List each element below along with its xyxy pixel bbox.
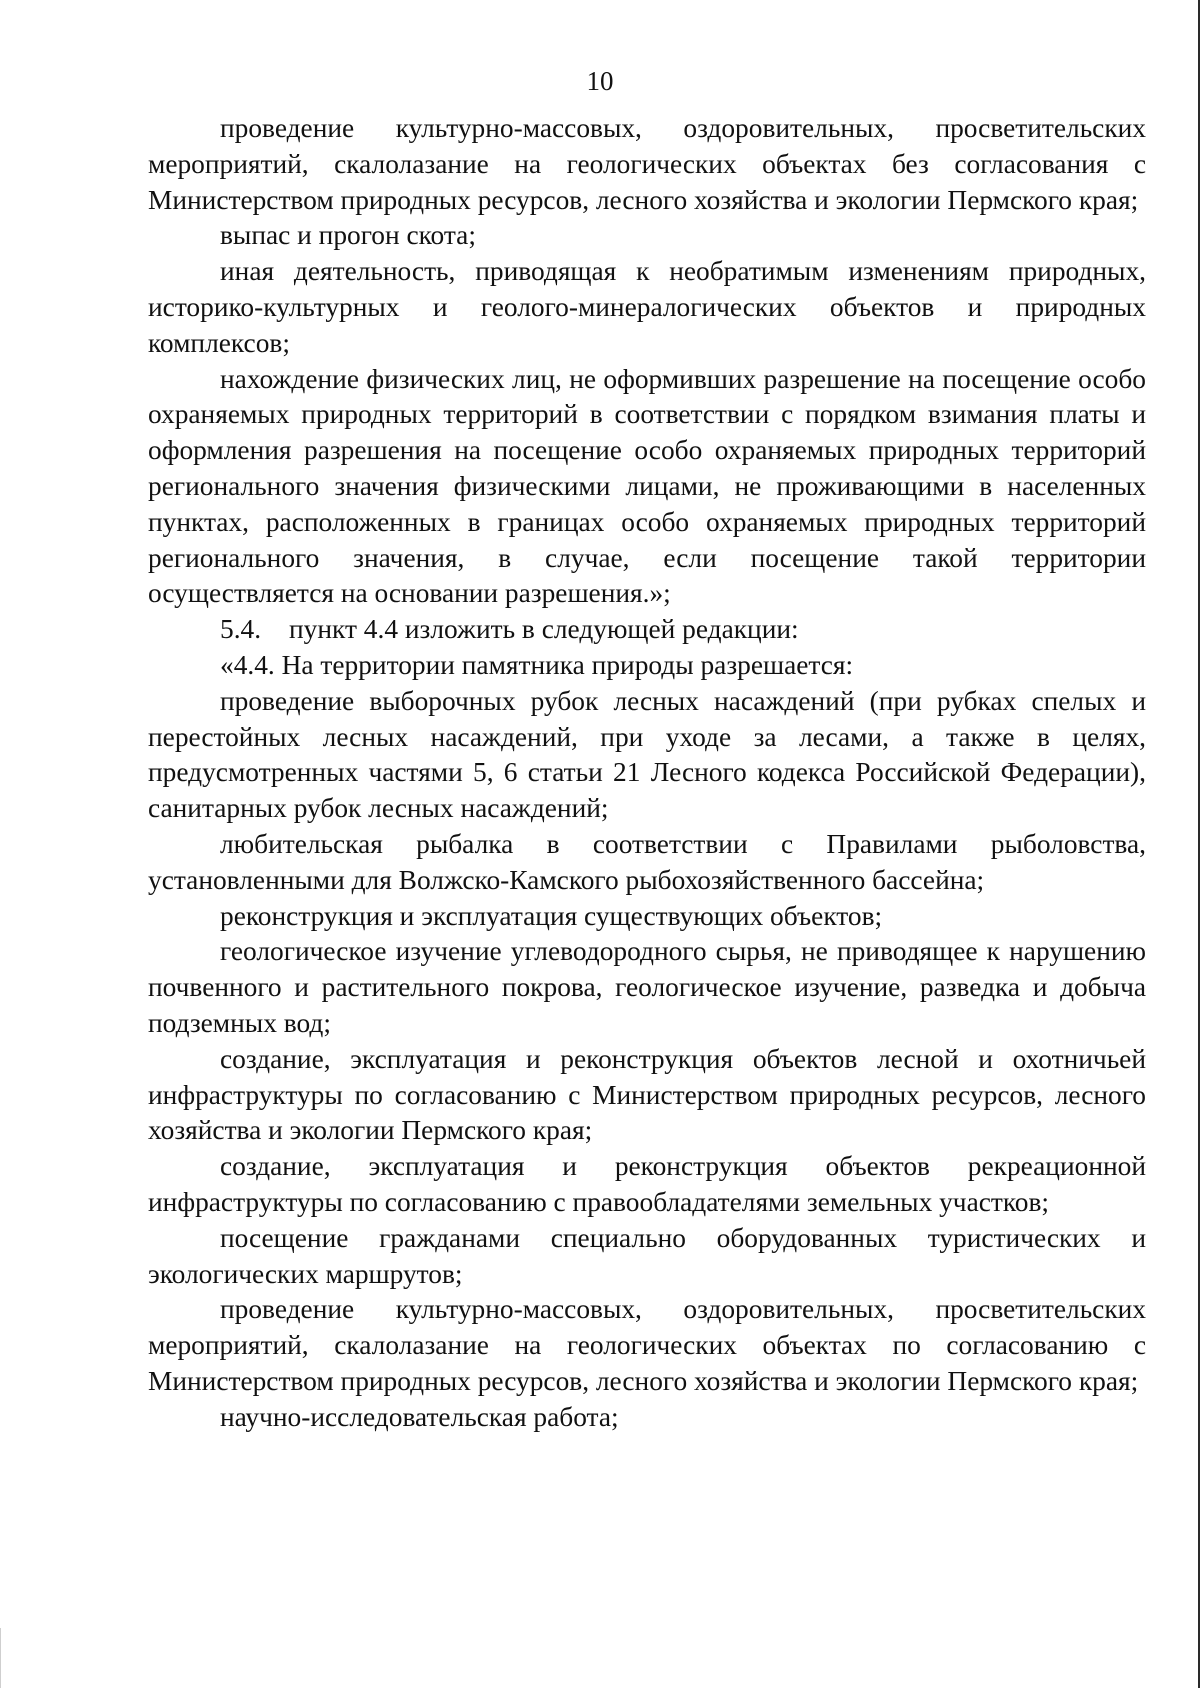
paragraph-research-work: научно-исследовательская работа; [220,1401,619,1432]
paragraph-cultural-events-with-approval: проведение культурно-массовых, оздоровительных, просветительских мероприятий, скалолазание на геологических объектах по согласованию с Министерством природных ресурсов, лесного хозяйства и экологии Пермского края; [148,1294,1146,1396]
paragraph-forest-hunting-infrastructure: создание, эксплуатация и реконструкция объектов лесной и охотничьей инфраструктуры по согласованию с Министерством природных ресурсов, лесного хозяйства и экологии Пермского края; [148,1043,1146,1146]
paragraph-amateur-fishing: любительская рыбалка в соответствии с Правилами рыболовства, установленными для Волжско-Камского рыбохозяйственного бассейна; [148,828,1146,895]
paragraph-cultural-events-without-approval: проведение культурно-массовых, оздоровительных, просветительских мероприятий, скалолазание на геологических объектах без согласования с Министерством природных ресурсов, лесного хозяйства и экологии Пермского края; [148,113,1146,215]
paragraph-4-4-heading: «4.4. На территории памятника природы разрешается: [220,649,854,680]
paragraph-selective-logging: проведение выборочных рубок лесных насаждений (при рубках спелых и перестойных лесных насаждений, при уходе за лесами, а также в целях, предусмотренных частями 5, 6 статьи 21 Лесного кодекса Российской Федерации), санитарных рубок лесных насаждений; [148,685,1146,824]
document-body [148,111,1146,1435]
paragraph-geological-study: геологическое изучение углеводородного сырья, не приводящее к нарушению почвенного и растительного покрова, геологическое изучение, разведка и добыча подземных вод; [148,936,1146,1038]
paragraph-recreational-infrastructure: создание, эксплуатация и реконструкция объектов рекреационной инфраструктуры по согласованию с правообладателями земельных участков; [148,1151,1146,1217]
paragraph-grazing: выпас и прогон скота; [220,220,476,251]
paragraph-tourist-routes: посещение гражданами специально оборудованных туристических и экологических маршрутов; [148,1222,1146,1289]
item-5-4 [148,612,1146,648]
paragraph-visitors-without-permit: нахождение физических лиц, не оформивших разрешение на посещение особо охраняемых природных территорий в соответствии с порядком взимания платы и оформления разрешения на посещение особо охраняемых природных территорий регионального значения физическими лицами, не проживающими в населенных пунктах, расположенных в границах особо охраняемых природных территорий регионального значения, в случае, если посещение такой территории осуществляется на основании разрешения.»; [148,363,1146,609]
page-number: 10 [586,66,614,96]
scan-edge-artifact [0,1628,1,1688]
paragraph-reconstruction-existing: реконструкция и эксплуатация существующих объектов; [220,900,883,931]
item-number: 5.4. [220,614,262,645]
item-text: пункт 4.4 изложить в следующей редакции: [289,614,799,645]
paragraph-other-activity: иная деятельность, приводящая к необратимым изменениям природных, историко-культурных и геолого-минералогических объектов и природных комплексов; [148,256,1146,358]
